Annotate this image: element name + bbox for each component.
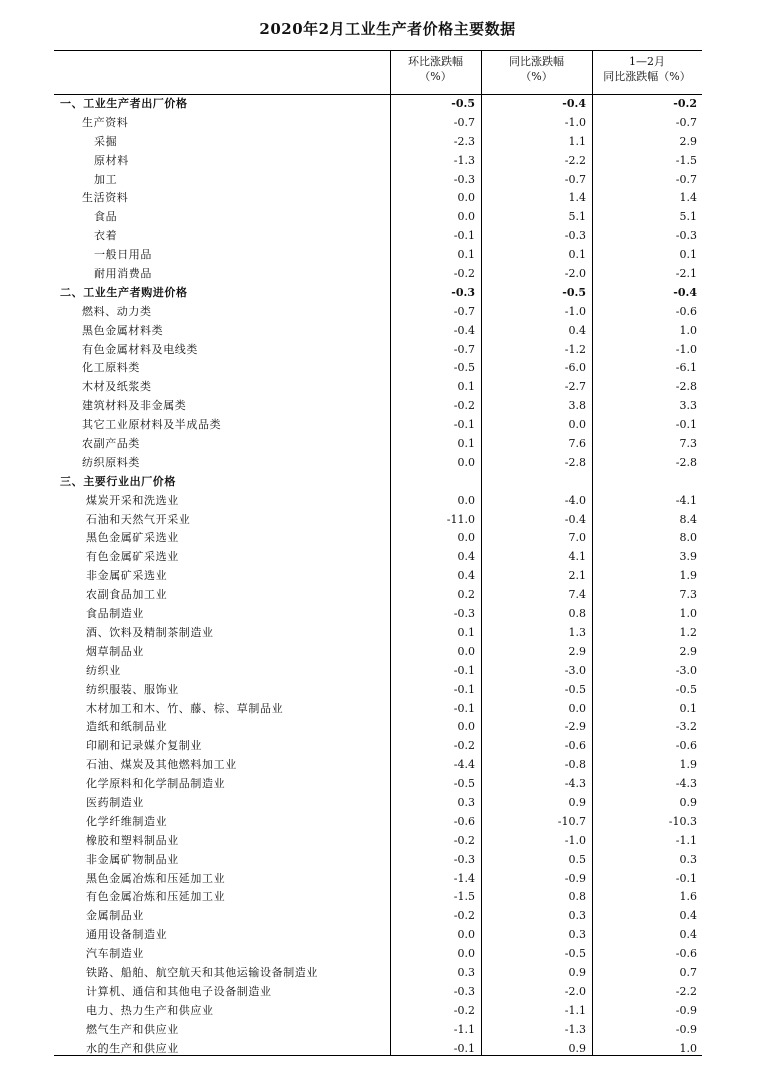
mom-value: -0.2 [453, 399, 475, 413]
table-row [54, 284, 702, 303]
mom-value: 0.0 [457, 455, 475, 469]
yoy-value: -0.4 [562, 97, 586, 110]
row-label: 一般日用品 [94, 248, 152, 262]
yoy-value: -0.6 [564, 739, 586, 753]
row-label: 石油和天然气开采业 [86, 512, 191, 526]
yoy-value: -0.8 [564, 758, 586, 772]
mom-value: 0.3 [457, 795, 475, 809]
yoy-value: -0.5 [564, 682, 586, 696]
table-row [54, 397, 702, 416]
table-row [54, 95, 702, 114]
cumulative-value: 1.6 [679, 890, 697, 904]
mom-value: -0.1 [453, 418, 475, 432]
mom-value: 0.4 [457, 569, 475, 583]
mom-value: -0.5 [453, 361, 475, 375]
cumulative-value: 1.2 [679, 625, 697, 639]
table-row [54, 737, 702, 756]
yoy-value: 7.0 [568, 531, 586, 545]
mom-value: 0.0 [457, 720, 475, 734]
header-cum-line1: 1—2月 [629, 55, 665, 68]
mom-value: -0.3 [453, 607, 475, 621]
table-row [54, 718, 702, 737]
cumulative-value: -0.6 [675, 304, 697, 318]
yoy-value: 1.4 [568, 191, 586, 205]
mom-value: 0.0 [457, 210, 475, 224]
yoy-value: -0.7 [564, 172, 586, 186]
yoy-value: -1.2 [564, 342, 586, 356]
mom-value: -11.0 [446, 512, 475, 526]
row-label: 其它工业原材料及半成品类 [82, 418, 222, 432]
yoy-value: 0.3 [568, 928, 586, 942]
cumulative-value: 3.9 [679, 550, 697, 564]
page-title: 2020年2月工业生产者价格主要数据 [259, 20, 516, 38]
table-row [54, 813, 702, 832]
mom-value: -1.4 [453, 871, 475, 885]
yoy-value: -1.0 [564, 833, 586, 847]
yoy-value: -2.9 [564, 720, 586, 734]
row-label: 生活资料 [82, 191, 129, 205]
table-row [54, 114, 702, 133]
row-label: 煤炭开采和洗选业 [86, 493, 179, 507]
cumulative-value: 5.1 [679, 210, 697, 224]
cumulative-value: 0.3 [679, 852, 697, 866]
yoy-value: 0.0 [568, 701, 586, 715]
row-label: 非金属矿采选业 [86, 569, 168, 583]
row-label: 石油、煤炭及其他燃料加工业 [86, 758, 237, 772]
table-row [54, 681, 702, 700]
cumulative-value: -0.7 [675, 172, 697, 186]
cumulative-value: 8.4 [679, 512, 697, 526]
row-label: 化学原料和化学制品制造业 [86, 777, 226, 791]
cumulative-value: 1.0 [679, 323, 697, 337]
row-label: 衣着 [94, 229, 118, 243]
yoy-value: -2.0 [564, 984, 586, 998]
table-row [54, 133, 702, 152]
yoy-value: -2.7 [564, 380, 586, 394]
yoy-value: 0.8 [568, 890, 586, 904]
table-row [54, 359, 702, 378]
yoy-value: -4.3 [564, 777, 586, 791]
yoy-value: 5.1 [568, 210, 586, 224]
mom-value: 0.1 [457, 437, 475, 451]
row-label: 有色金属冶炼和压延加工业 [86, 890, 226, 904]
mom-value: -0.2 [453, 267, 475, 281]
mom-value: -0.2 [453, 833, 475, 847]
row-label: 金属制品业 [86, 909, 144, 923]
table-row [54, 152, 702, 171]
row-label: 建筑材料及非金属类 [82, 399, 187, 413]
cumulative-value: 7.3 [679, 437, 697, 451]
header-mom-line1: 环比涨跌幅 [408, 55, 463, 68]
table-row [54, 964, 702, 983]
yoy-value: -2.8 [564, 455, 586, 469]
row-label: 烟草制品业 [86, 644, 144, 658]
row-label: 黑色金属材料类 [82, 323, 164, 337]
mom-value: -0.2 [453, 1003, 475, 1017]
row-label: 橡胶和塑料制品业 [86, 833, 179, 847]
cumulative-value: 1.0 [679, 1041, 697, 1055]
mom-value: 0.0 [457, 644, 475, 658]
yoy-value: -0.5 [564, 947, 586, 961]
row-label: 燃料、动力类 [82, 304, 152, 318]
row-label: 生产资料 [82, 115, 129, 129]
mom-value: -0.3 [453, 172, 475, 186]
cumulative-value: -2.2 [675, 984, 697, 998]
cumulative-value: -6.1 [675, 361, 697, 375]
yoy-value: -2.0 [564, 267, 586, 281]
cumulative-value: 0.4 [679, 928, 697, 942]
cumulative-value: -0.6 [675, 739, 697, 753]
row-label: 汽车制造业 [86, 947, 144, 961]
cumulative-value: -0.7 [675, 115, 697, 129]
cumulative-value: -4.3 [675, 777, 697, 791]
cumulative-value: -1.1 [675, 833, 697, 847]
mom-value: -0.7 [453, 304, 475, 318]
cumulative-value: 3.3 [679, 399, 697, 413]
yoy-value: 0.3 [568, 909, 586, 923]
mom-value: 0.0 [457, 928, 475, 942]
mom-value: -0.3 [451, 285, 475, 299]
cumulative-value: 1.9 [679, 758, 697, 772]
yoy-value: -0.5 [562, 285, 586, 299]
mom-value: -1.1 [453, 1022, 475, 1036]
header-yoy [481, 54, 592, 84]
mom-value: -0.5 [451, 97, 475, 110]
row-label: 农副产品类 [82, 437, 140, 451]
cumulative-value: -0.9 [675, 1003, 697, 1017]
mom-value: -1.5 [453, 890, 475, 904]
yoy-value: -4.0 [564, 493, 586, 507]
row-label: 采掘 [94, 134, 118, 148]
cumulative-value: 1.4 [679, 191, 697, 205]
cumulative-value: -1.5 [675, 153, 697, 167]
row-label: 计算机、通信和其他电子设备制造业 [86, 984, 272, 998]
cumulative-value: -0.1 [675, 871, 697, 885]
cumulative-value: -0.6 [675, 947, 697, 961]
yoy-value: -0.3 [564, 229, 586, 243]
cumulative-value: -4.1 [675, 493, 697, 507]
header-yoy-line1: 同比涨跌幅 [509, 55, 564, 68]
mom-value: -0.1 [453, 663, 475, 677]
cumulative-value: 8.0 [679, 531, 697, 545]
mom-value: -0.3 [453, 852, 475, 866]
table-row [54, 870, 702, 889]
table-row [54, 662, 702, 681]
cumulative-value: -0.9 [675, 1022, 697, 1036]
row-label: 铁路、船舶、航空航天和其他运输设备制造业 [86, 965, 318, 979]
cumulative-value: -0.4 [673, 285, 697, 299]
table-row [54, 322, 702, 341]
table-row [54, 1021, 702, 1040]
mom-value: -0.6 [453, 814, 475, 828]
yoy-value: 7.6 [568, 437, 586, 451]
row-label: 水的生产和供应业 [86, 1041, 179, 1055]
table-body [54, 95, 702, 1058]
row-label: 木材加工和木、竹、藤、棕、草制品业 [86, 701, 284, 715]
yoy-value: 0.8 [568, 607, 586, 621]
mom-value: 0.1 [457, 380, 475, 394]
table-top-rule [54, 50, 702, 51]
yoy-value: -3.0 [564, 663, 586, 677]
mom-value: -0.1 [453, 701, 475, 715]
row-label: 燃气生产和供应业 [86, 1022, 179, 1036]
yoy-value: -10.7 [557, 814, 586, 828]
mom-value: 0.1 [457, 625, 475, 639]
table-row [54, 624, 702, 643]
mom-value: -0.1 [453, 682, 475, 696]
cumulative-value: -3.0 [675, 663, 697, 677]
table-row [54, 208, 702, 227]
mom-value: 0.3 [457, 965, 475, 979]
table-row [54, 756, 702, 775]
cumulative-value: -2.8 [675, 380, 697, 394]
mom-value: -4.4 [453, 758, 475, 772]
row-label: 造纸和纸制品业 [86, 720, 168, 734]
yoy-value: 0.0 [568, 418, 586, 432]
table-row [54, 227, 702, 246]
row-label: 农副食品加工业 [86, 588, 168, 602]
table-row [54, 832, 702, 851]
yoy-value: 1.3 [568, 625, 586, 639]
table-row [54, 775, 702, 794]
cumulative-value: -3.2 [675, 720, 697, 734]
cumulative-value: 0.4 [679, 909, 697, 923]
table-row [54, 586, 702, 605]
mom-value: 0.2 [457, 588, 475, 602]
header-cum-line2: 同比涨跌幅（%） [603, 70, 691, 83]
yoy-value: 0.9 [568, 795, 586, 809]
mom-value: 0.0 [457, 947, 475, 961]
row-label: 二、工业生产者购进价格 [60, 285, 188, 299]
yoy-value: 2.1 [568, 569, 586, 583]
table-row [54, 265, 702, 284]
mom-value: -0.2 [453, 739, 475, 753]
table-row [54, 171, 702, 190]
cumulative-value: 0.1 [679, 701, 697, 715]
table-row [54, 605, 702, 624]
mom-value: -0.1 [453, 229, 475, 243]
table-row [54, 529, 702, 548]
row-label: 有色金属矿采选业 [86, 550, 179, 564]
mom-value: -0.7 [453, 342, 475, 356]
table-row [54, 907, 702, 926]
table-row [54, 189, 702, 208]
table-row [54, 567, 702, 586]
header-mom-line2: （%） [419, 70, 452, 83]
mom-value: -0.2 [453, 909, 475, 923]
table-row [54, 378, 702, 397]
header-yoy-line2: （%） [520, 70, 553, 83]
mom-value: 0.0 [457, 531, 475, 545]
table-row [54, 303, 702, 322]
yoy-value: -0.9 [564, 871, 586, 885]
table-row [54, 851, 702, 870]
row-label: 医药制造业 [86, 795, 144, 809]
cumulative-value: -0.1 [675, 418, 697, 432]
yoy-value: -0.4 [564, 512, 586, 526]
row-label: 纺织原料类 [82, 455, 140, 469]
cumulative-value: -2.8 [675, 455, 697, 469]
row-label: 有色金属材料及电线类 [82, 342, 198, 356]
cumulative-value: -0.5 [675, 682, 697, 696]
mom-value: -0.1 [453, 1041, 475, 1055]
table-row [54, 492, 702, 511]
yoy-value: 4.1 [568, 550, 586, 564]
row-label: 黑色金属矿采选业 [86, 531, 179, 545]
yoy-value: 1.1 [568, 134, 586, 148]
row-label: 食品制造业 [86, 607, 144, 621]
table-row [54, 700, 702, 719]
cumulative-value: 0.7 [679, 965, 697, 979]
table-row [54, 246, 702, 265]
table-row [54, 454, 702, 473]
yoy-value: 0.5 [568, 852, 586, 866]
mom-value: 0.1 [457, 248, 475, 262]
header-mom [390, 54, 481, 84]
mom-value: -0.4 [453, 323, 475, 337]
row-label: 通用设备制造业 [86, 928, 168, 942]
yoy-value: -1.0 [564, 115, 586, 129]
cumulative-value: 0.1 [679, 248, 697, 262]
yoy-value: -1.1 [564, 1003, 586, 1017]
cumulative-value: 2.9 [679, 644, 697, 658]
cumulative-value: -2.1 [675, 267, 697, 281]
row-label: 原材料 [94, 153, 129, 167]
yoy-value: 0.9 [568, 1041, 586, 1055]
table-row [54, 888, 702, 907]
table-row [54, 926, 702, 945]
table-row [54, 416, 702, 435]
cumulative-value: -0.3 [675, 229, 697, 243]
yoy-value: -1.0 [564, 304, 586, 318]
row-label: 木材及纸浆类 [82, 380, 152, 394]
cumulative-value: -10.3 [668, 814, 697, 828]
mom-value: -1.3 [453, 153, 475, 167]
table-row [54, 1040, 702, 1059]
row-label: 化工原料类 [82, 361, 140, 375]
yoy-value: -6.0 [564, 361, 586, 375]
yoy-value: 2.9 [568, 644, 586, 658]
cumulative-value: 1.9 [679, 569, 697, 583]
yoy-value: -1.3 [564, 1022, 586, 1036]
row-label: 纺织业 [86, 663, 121, 677]
mom-value: -0.3 [453, 984, 475, 998]
mom-value: 0.4 [457, 550, 475, 564]
mom-value: -0.5 [453, 777, 475, 791]
row-label: 三、主要行业出厂价格 [60, 474, 176, 488]
table-row [54, 435, 702, 454]
row-label: 酒、饮料及精制茶制造业 [86, 625, 214, 639]
yoy-value: 0.1 [568, 248, 586, 262]
table-row [54, 983, 702, 1002]
yoy-value: 7.4 [568, 588, 586, 602]
cumulative-value: 7.3 [679, 588, 697, 602]
cumulative-value: -0.2 [673, 97, 697, 110]
cumulative-value: 1.0 [679, 607, 697, 621]
row-label: 加工 [94, 172, 118, 186]
table-row [54, 473, 702, 492]
table-row [54, 548, 702, 567]
mom-value: 0.0 [457, 493, 475, 507]
row-label: 耐用消费品 [94, 267, 152, 281]
row-label: 非金属矿物制品业 [86, 852, 179, 866]
row-label: 电力、热力生产和供应业 [86, 1003, 214, 1017]
yoy-value: 0.9 [568, 965, 586, 979]
table-row [54, 945, 702, 964]
mom-value: 0.0 [457, 191, 475, 205]
row-label: 印刷和记录媒介复制业 [86, 739, 202, 753]
row-label: 一、工业生产者出厂价格 [60, 97, 188, 110]
row-label: 化学纤维制造业 [86, 814, 168, 828]
yoy-value: 3.8 [568, 399, 586, 413]
row-label: 食品 [94, 210, 118, 224]
table-row [54, 1002, 702, 1021]
table-row [54, 341, 702, 360]
yoy-value: 0.4 [568, 323, 586, 337]
cumulative-value: 2.9 [679, 134, 697, 148]
cumulative-value: -1.0 [675, 342, 697, 356]
row-label: 纺织服装、服饰业 [86, 682, 179, 696]
mom-value: -2.3 [453, 134, 475, 148]
table-row [54, 511, 702, 530]
row-label: 黑色金属冶炼和压延加工业 [86, 871, 226, 885]
yoy-value: -2.2 [564, 153, 586, 167]
mom-value: -0.7 [453, 115, 475, 129]
table-row [54, 794, 702, 813]
cumulative-value: 0.9 [679, 795, 697, 809]
table-row [54, 643, 702, 662]
header-cumulative [592, 54, 702, 84]
